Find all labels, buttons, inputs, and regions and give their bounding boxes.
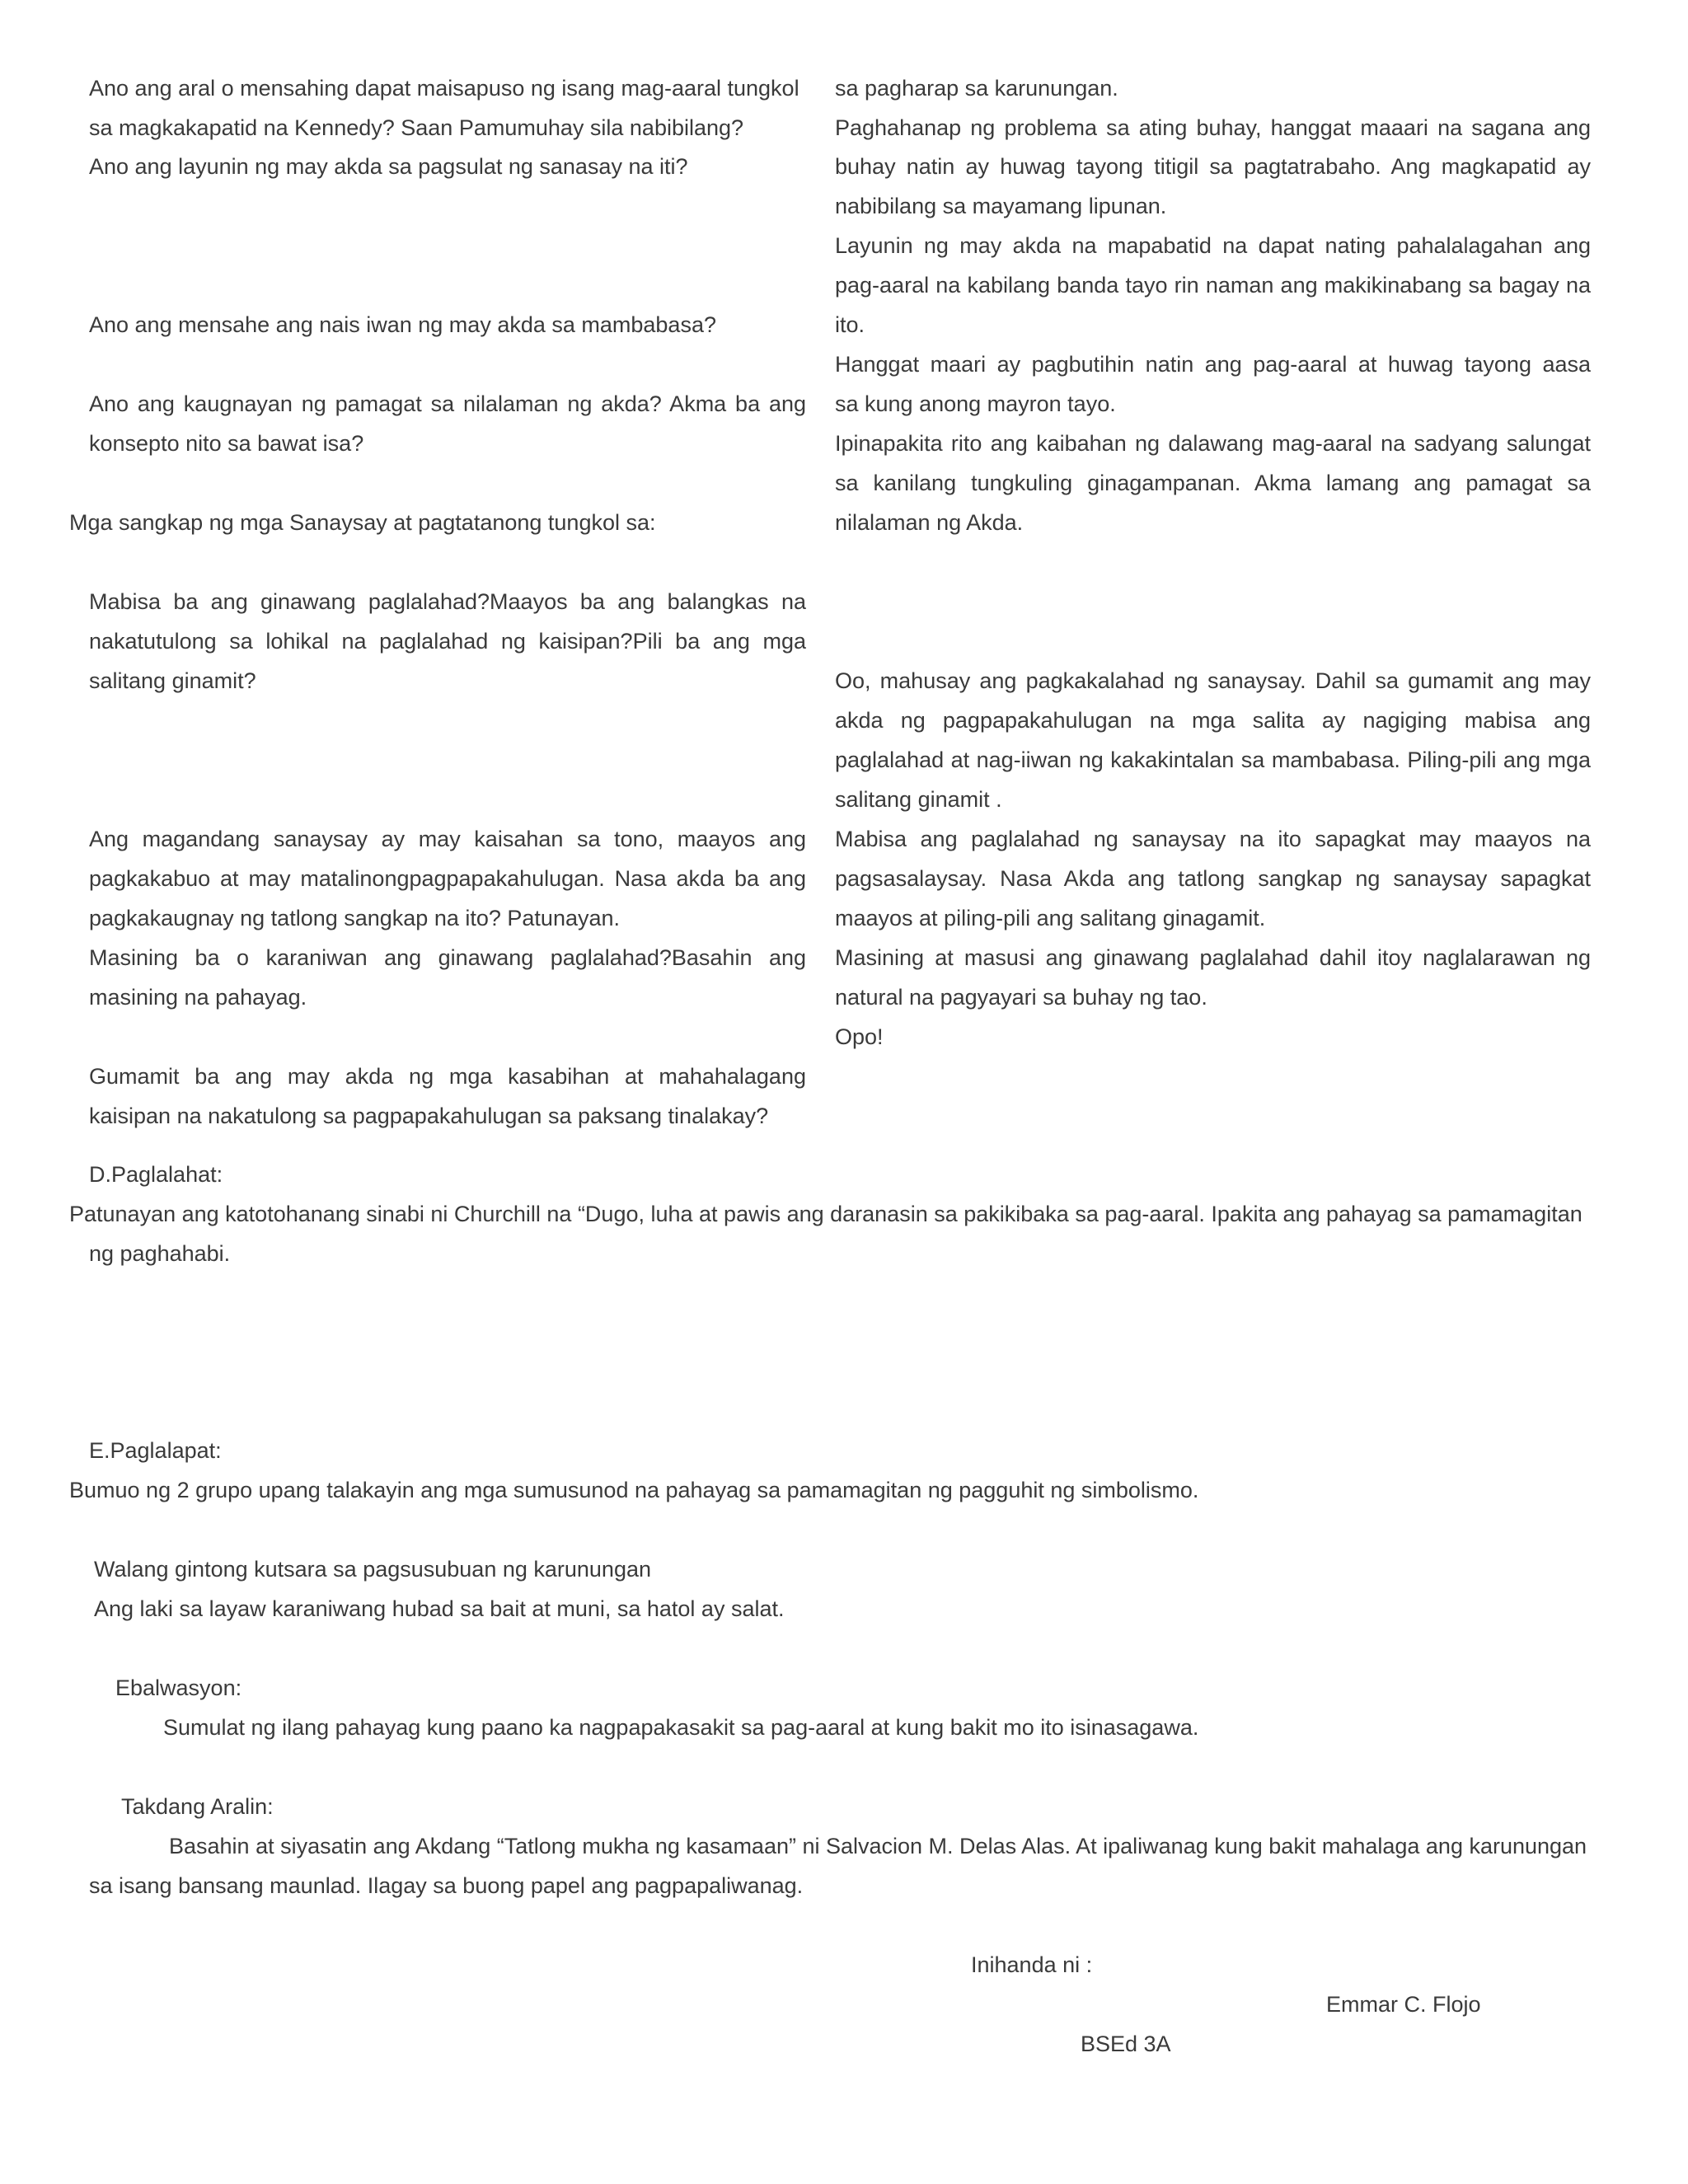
answer-0: sa pagharap sa karunungan. — [835, 76, 1118, 101]
paglalapat-heading: E.Paglalapat: — [89, 1438, 222, 1463]
answer-4-line-3: nilalaman ng Akda. — [835, 510, 1024, 535]
answer-3-line-2: sa kung anong mayron tayo. — [835, 391, 1116, 416]
answer-7-line-1: Masining at masusi ang ginawang paglalahad dahil itoy naglalarawan ng — [835, 945, 1591, 970]
question-5-line-3: salitang ginamit? — [89, 668, 256, 693]
answer-6-line-3: maayos at piling-pili ang salitang ginagamit. — [835, 906, 1266, 930]
question-3: Ano ang mensahe ang nais iwan ng may akda sa mambabasa? — [89, 312, 716, 337]
takdang-aralin-line-2: sa isang bansang maunlad. Ilagay sa buong papel ang pagpapaliwanag. — [89, 1873, 804, 1898]
answer-1-line-1: Paghahanap ng problema sa ating buhay, hanggat maaari na sagana ang — [835, 115, 1591, 140]
question-1-line-2: sa magkakapatid na Kennedy? Saan Pamumuhay sila nabibilang? — [89, 115, 744, 140]
question-7-line-1: Masining ba o karaniwan ang ginawang paglalahad?Basahin ang — [89, 945, 806, 970]
answer-3-line-1: Hanggat maari ay pagbutihin natin ang pag-aaral at huwag tayong aasa — [835, 352, 1591, 377]
answer-6-line-2: pagsasalaysay. Nasa Akda ang tatlong sangkap ng sanaysay sapagkat — [835, 866, 1591, 891]
answer-2-line-3: ito. — [835, 312, 865, 337]
ebalwasyon-text: Sumulat ng ilang pahayag kung paano ka nagpapakasakit sa pag-aaral at kung bakit mo ito isinasagawa. — [163, 1715, 1199, 1740]
paglalahat-line-1: Patunayan ang katotohanang sinabi ni Churchill na “Dugo, luha at pawis ang daranasin sa pakikibaka sa pag-aaral. Ipakita ang pahayag sa pamamagitan — [69, 1202, 1582, 1226]
answer-4-line-1: Ipinapakita rito ang kaibahan ng dalawang mag-aaral na sadyang salungat — [835, 431, 1591, 456]
answer-6-line-1: Mabisa ang paglalahad ng sanaysay na ito sapagkat may maayos na — [835, 827, 1591, 851]
takdang-aralin-heading: Takdang Aralin: — [121, 1794, 274, 1819]
answer-4-line-2: sa kanilang tungkuling ginagampanan. Akma lamang ang pamagat sa — [835, 471, 1591, 495]
author-course: BSEd 3A — [1081, 2032, 1171, 2056]
answer-2-line-1: Layunin ng may akda na mapabatid na dapat nating pahalalagahan ang — [835, 233, 1591, 258]
takdang-aralin-line-1: Basahin at siyasatin ang Akdang “Tatlong mukha ng kasamaan” ni Salvacion M. Delas Alas. At ipaliwanag kung bakit mahalaga ang karunungan — [169, 1834, 1587, 1858]
question-4-line-2: konsepto nito sa bawat isa? — [89, 431, 364, 456]
answer-7-line-2: natural na pagyayari sa buhay ng tao. — [835, 985, 1207, 1010]
question-5-line-2: nakatutulong sa lohikal na paglalahad ng kaisipan?Pili ba ang mga — [89, 629, 806, 654]
answer-5-line-3: paglalahad at nag-iiwan ng kakakintalan sa mambabasa. Piling-pili ang mga — [835, 748, 1591, 772]
paglalapat-item-1: Walang gintong kutsara sa pagsusubuan ng karunungan — [94, 1557, 651, 1582]
question-4-line-1: Ano ang kaugnayan ng pamagat sa nilalaman ng akda? Akma ba ang — [89, 391, 806, 416]
question-2: Ano ang layunin ng may akda sa pagsulat ng sanasay na iti? — [89, 154, 688, 179]
question-6-line-2: pagkakabuo at may matalinongpagpapakahulugan. Nasa akda ba ang — [89, 866, 806, 891]
question-6-line-3: pagkakaugnay ng tatlong sangkap na ito? Patunayan. — [89, 906, 621, 930]
question-1-line-1: Ano ang aral o mensahing dapat maisapuso ng isang mag-aaral tungkol — [89, 76, 799, 101]
paglalapat-item-2: Ang laki sa layaw karaniwang hubad sa bait at muni, sa hatol ay salat. — [94, 1596, 785, 1621]
answer-1-line-3: nabibilang sa mayamang lipunan. — [835, 194, 1167, 218]
answer-1-line-2: buhay natin ay huwag tayong titigil sa pagtatrabaho. Ang magkapatid ay — [835, 154, 1591, 179]
paglalahat-heading: D.Paglalahat: — [89, 1162, 223, 1187]
author-name: Emmar C. Flojo — [1326, 1992, 1481, 2017]
answer-5-line-1: Oo, mahusay ang pagkakalahad ng sanaysay. Dahil sa gumamit ang may — [835, 668, 1591, 693]
question-6-line-1: Ang magandang sanaysay ay may kaisahan sa tono, maayos ang — [89, 827, 806, 851]
question-8-line-2: kaisipan na nakatulong sa pagpapakahulugan sa paksang tinalakay? — [89, 1104, 769, 1128]
question-5-line-1: Mabisa ba ang ginawang paglalahad?Maayos ba ang balangkas na — [89, 589, 806, 614]
paglalapat-line-1: Bumuo ng 2 grupo upang talakayin ang mga sumusunod na pahayag sa pamamagitan ng pagguhit ng simbolismo. — [69, 1478, 1199, 1502]
answer-8: Opo! — [835, 1024, 884, 1049]
question-8-line-1: Gumamit ba ang may akda ng mga kasabihan at mahahalagang — [89, 1064, 806, 1089]
answer-5-line-4: salitang ginamit . — [835, 787, 1002, 812]
answer-2-line-2: pag-aaral na kabilang banda tayo rin naman ang makikinabang sa bagay na — [835, 273, 1591, 298]
question-7-line-2: masining na pahayag. — [89, 985, 307, 1010]
paglalahat-line-2: ng paghahabi. — [89, 1241, 231, 1266]
sangkap-heading: Mga sangkap ng mga Sanaysay at pagtatanong tungkol sa: — [69, 510, 656, 535]
answer-5-line-2: akda ng pagpapakahulugan na mga salita ay nagiging mabisa ang — [835, 708, 1591, 733]
prepared-by-label: Inihanda ni : — [971, 1952, 1093, 1977]
ebalwasyon-heading: Ebalwasyon: — [115, 1675, 242, 1700]
